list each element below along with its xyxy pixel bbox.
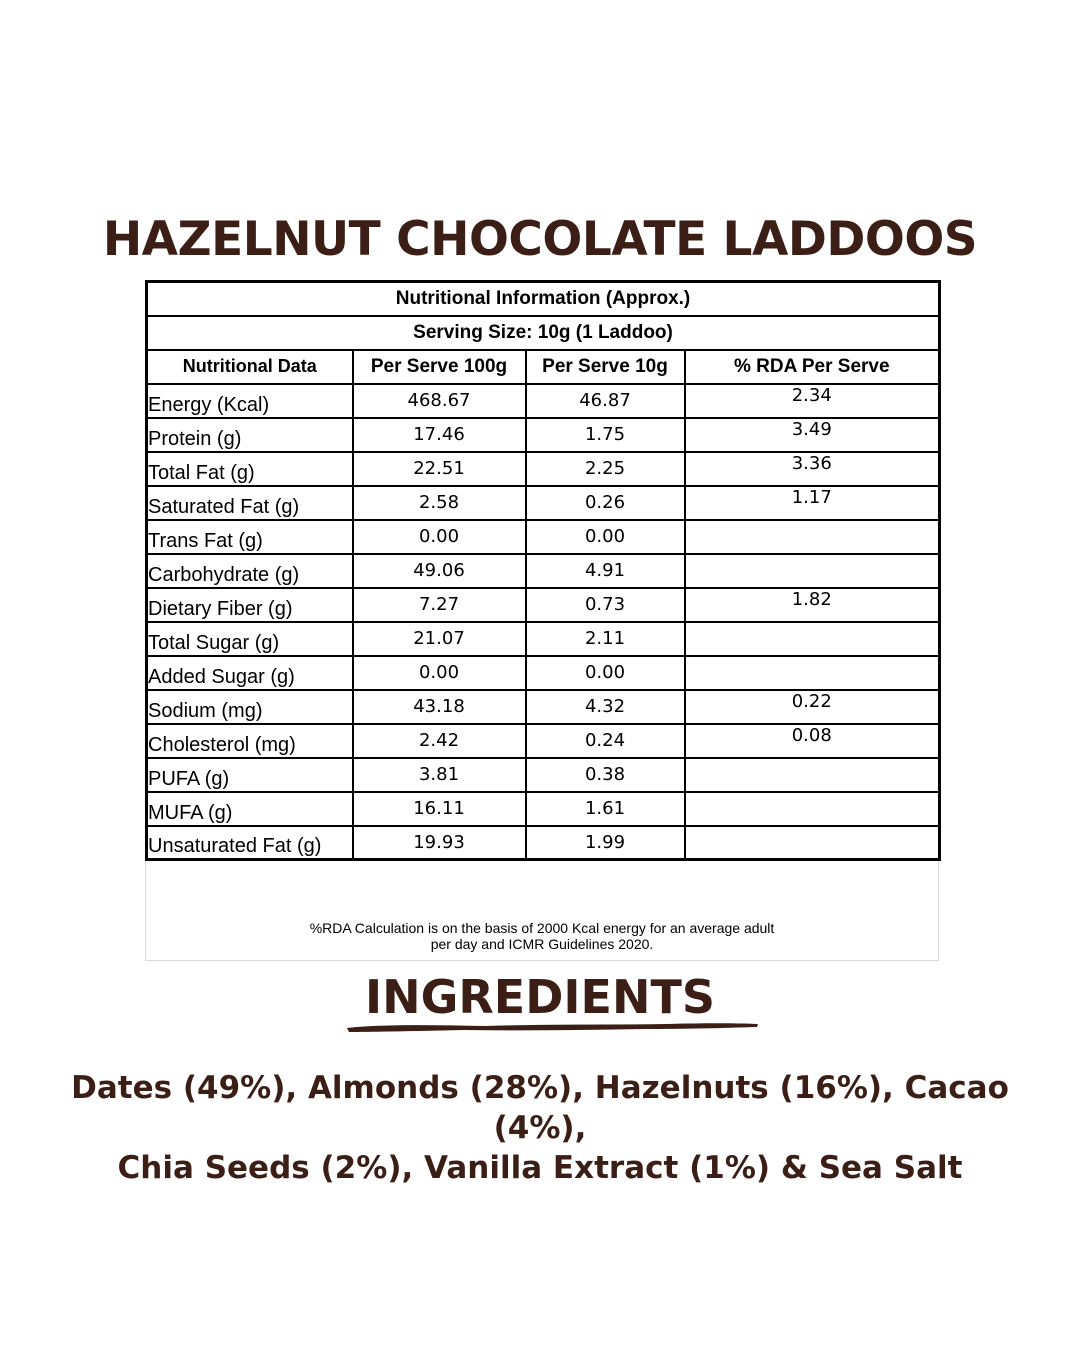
table-row (147, 826, 940, 860)
per-10g-value: 4.91 (526, 554, 685, 588)
per-100g-value: 468.67 (353, 384, 526, 418)
per-10g-value: 0.24 (526, 724, 685, 758)
rda-value (685, 826, 940, 860)
per-100g-value: 7.27 (353, 588, 526, 622)
nutrient-name: Dietary Fiber (g) (147, 588, 353, 622)
table-header-row (147, 282, 940, 316)
nutrient-name: PUFA (g) (147, 758, 353, 792)
rda-footnote-line-1: %RDA Calculation is on the basis of 2000 Kcal energy for an average adult (309, 920, 775, 936)
table-row (147, 452, 940, 486)
rda-value (685, 656, 940, 690)
rda-value: 0.08 (685, 724, 940, 758)
rda-value: 3.49 (685, 418, 940, 452)
table-row (147, 724, 940, 758)
rda-footnote-line-2: per day and ICMR Guidelines 2020. (430, 936, 654, 952)
per-100g-value: 21.07 (353, 622, 526, 656)
per-10g-value: 1.61 (526, 792, 685, 826)
table-row (147, 418, 940, 452)
rda-value (685, 622, 940, 656)
table-row (147, 588, 940, 622)
table-header: Nutritional Information (Approx.) (147, 282, 940, 316)
ingredients-underline (345, 1020, 760, 1034)
table-row (147, 384, 940, 418)
per-10g-value: 4.32 (526, 690, 685, 724)
per-10g-value: 0.73 (526, 588, 685, 622)
rda-value: 1.82 (685, 588, 940, 622)
column-header-per-100g: Per Serve 100g (353, 350, 526, 384)
nutrient-name: Carbohydrate (g) (147, 554, 353, 588)
per-100g-value: 3.81 (353, 758, 526, 792)
table-row (147, 792, 940, 826)
column-header-row (147, 350, 940, 384)
table-row (147, 554, 940, 588)
rda-value (685, 758, 940, 792)
per-100g-value: 2.42 (353, 724, 526, 758)
rda-value (685, 554, 940, 588)
rda-value: 3.36 (685, 452, 940, 486)
per-100g-value: 0.00 (353, 520, 526, 554)
rda-value: 0.22 (685, 690, 940, 724)
rda-value: 2.34 (685, 384, 940, 418)
rda-value (685, 520, 940, 554)
table-row (147, 486, 940, 520)
per-100g-value: 17.46 (353, 418, 526, 452)
ingredients-list (40, 1068, 1040, 1188)
serving-size-row (147, 316, 940, 350)
column-header-nutritional-data: Nutritional Data (147, 350, 353, 384)
per-10g-value: 0.00 (526, 656, 685, 690)
per-100g-value: 19.93 (353, 826, 526, 860)
nutrient-name: Unsaturated Fat (g) (147, 826, 353, 860)
nutrient-name: Sodium (mg) (147, 690, 353, 724)
per-100g-value: 22.51 (353, 452, 526, 486)
nutrient-name: Added Sugar (g) (147, 656, 353, 690)
column-header-rda: % RDA Per Serve (685, 350, 940, 384)
table-row (147, 520, 940, 554)
per-10g-value: 1.99 (526, 826, 685, 860)
table-row (147, 758, 940, 792)
per-10g-value: 0.26 (526, 486, 685, 520)
nutrient-name: Total Sugar (g) (147, 622, 353, 656)
product-title: HAZELNUT CHOCOLATE LADDOOS (102, 212, 978, 267)
table-row (147, 622, 940, 656)
per-100g-value: 49.06 (353, 554, 526, 588)
per-10g-value: 2.25 (526, 452, 685, 486)
nutrient-name: Energy (Kcal) (147, 384, 353, 418)
nutrient-name: Trans Fat (g) (147, 520, 353, 554)
per-100g-value: 43.18 (353, 690, 526, 724)
nutrient-name: Total Fat (g) (147, 452, 353, 486)
ingredients-line-1: Dates (49%), Almonds (28%), Hazelnuts (16%), Cacao (4%), (71, 1070, 1009, 1146)
table-row (147, 656, 940, 690)
table-row (147, 690, 940, 724)
per-10g-value: 0.00 (526, 520, 685, 554)
rda-footnote (145, 920, 939, 952)
nutrient-name: Cholesterol (mg) (147, 724, 353, 758)
nutrition-table (145, 280, 941, 861)
per-10g-value: 46.87 (526, 384, 685, 418)
per-10g-value: 1.75 (526, 418, 685, 452)
rda-value: 1.17 (685, 486, 940, 520)
nutrient-name: Saturated Fat (g) (147, 486, 353, 520)
per-100g-value: 0.00 (353, 656, 526, 690)
per-100g-value: 16.11 (353, 792, 526, 826)
serving-size: Serving Size: 10g (1 Laddoo) (147, 316, 940, 350)
ingredients-title: INGREDIENTS (365, 970, 715, 1024)
nutrient-name: Protein (g) (147, 418, 353, 452)
per-100g-value: 2.58 (353, 486, 526, 520)
per-10g-value: 2.11 (526, 622, 685, 656)
rda-value (685, 792, 940, 826)
nutrient-name: MUFA (g) (147, 792, 353, 826)
ingredients-line-2: Chia Seeds (2%), Vanilla Extract (1%) & Sea Salt (117, 1150, 963, 1186)
column-header-per-10g: Per Serve 10g (526, 350, 685, 384)
per-10g-value: 0.38 (526, 758, 685, 792)
